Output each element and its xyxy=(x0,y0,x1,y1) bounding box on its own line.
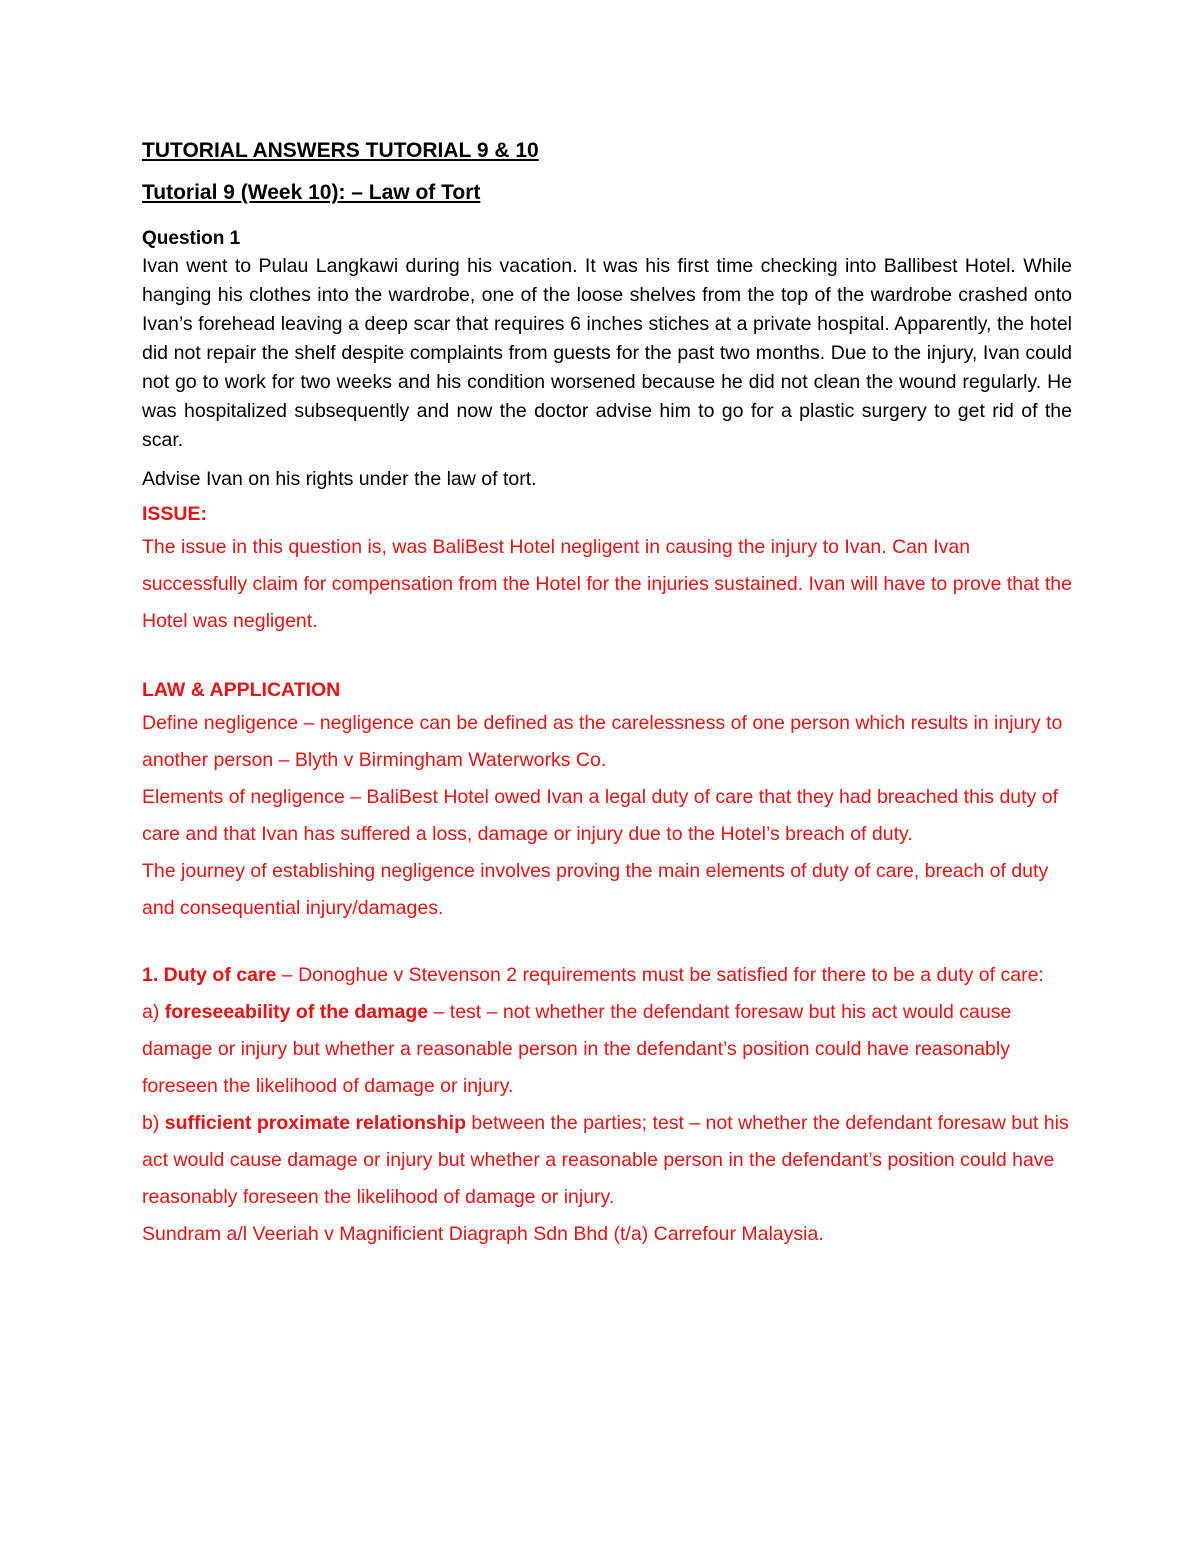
duty-item-b-prefix: b) xyxy=(142,1112,165,1134)
issue-heading: ISSUE: xyxy=(142,503,208,525)
case-citation: Sundram a/l Veeriah v Magnificient Diagraph Sdn Bhd (t/a) Carrefour Malaysia. xyxy=(142,1223,824,1245)
duty-item-b xyxy=(142,1105,1072,1216)
question-text: Ivan went to Pulau Langkawi during his vacation. It was his first time checking into Ballibest Hotel. While hanging his clothes into the wardrobe, one of the loose shelves from the top of the wardrobe crashed onto Ivan’s forehead leaving a deep scar that requires 6 inches stiches at a private hospital. Apparently, the hotel did not repair the shelf despite complaints from guests for the past two months. Due to the injury, Ivan could not go to work for two weeks and his condition worsened because he did not clean the wound regularly. He was hospitalized subsequently and now the doctor advise him to go for a plastic surgery to get rid of the scar. xyxy=(142,255,1072,451)
document-page xyxy=(142,138,1072,1253)
duty-item-a-prefix: a) xyxy=(142,1001,165,1023)
document-title: TUTORIAL ANSWERS TUTORIAL 9 & 10 xyxy=(142,139,539,162)
issue-text: The issue in this question is, was BaliBest Hotel negligent in causing the injury to Ivan. Can Ivan successfully claim for compensation from the Hotel for the injuries sustained. Ivan will have to prove that the Hotel was negligent. xyxy=(142,536,1072,632)
negligence-journey: The journey of establishing negligence involves proving the main elements of duty of care, breach of duty and consequential injury/damages. xyxy=(142,860,1049,919)
duty-of-care-title: 1. Duty of care xyxy=(142,964,277,986)
duty-item-a-text: – test – not whether the defendant foresaw but his act would cause damage or injury but whether a reasonable person in the defendant’s position could have reasonably foreseen the likelihood of damage or injury. xyxy=(142,1001,1012,1097)
question-heading: Question 1 xyxy=(142,228,241,249)
duty-item-a xyxy=(142,994,1072,1105)
duty-item-b-text: between the parties; test – not whether the defendant foresaw but his act would cause damage or injury but whether a reasonable person in the defendant’s position could have reasonably foreseen the likelihood of damage or injury. xyxy=(142,1112,1069,1208)
law-heading: LAW & APPLICATION xyxy=(142,679,341,701)
negligence-definition: Define negligence – negligence can be defined as the carelessness of one person which results in injury to another person – Blyth v Birmingham Waterworks Co. xyxy=(142,712,1063,771)
duty-of-care-intro-text: – Donoghue v Stevenson 2 requirements must be satisfied for there to be a duty of care: xyxy=(276,964,1044,986)
duty-of-care-intro xyxy=(142,957,1072,994)
negligence-elements: Elements of negligence – BaliBest Hotel owed Ivan a legal duty of care that they had breached this duty of care and that Ivan has suffered a loss, damage or injury due to the Hotel’s breach of duty. xyxy=(142,786,1058,845)
duty-item-a-term: foreseeability of the damage xyxy=(164,1001,429,1023)
document-subtitle: Tutorial 9 (Week 10): – Law of Tort xyxy=(142,181,481,204)
duty-item-b-term: sufficient proximate relationship xyxy=(164,1112,466,1134)
advise-text: Advise Ivan on his rights under the law of tort. xyxy=(142,468,537,490)
